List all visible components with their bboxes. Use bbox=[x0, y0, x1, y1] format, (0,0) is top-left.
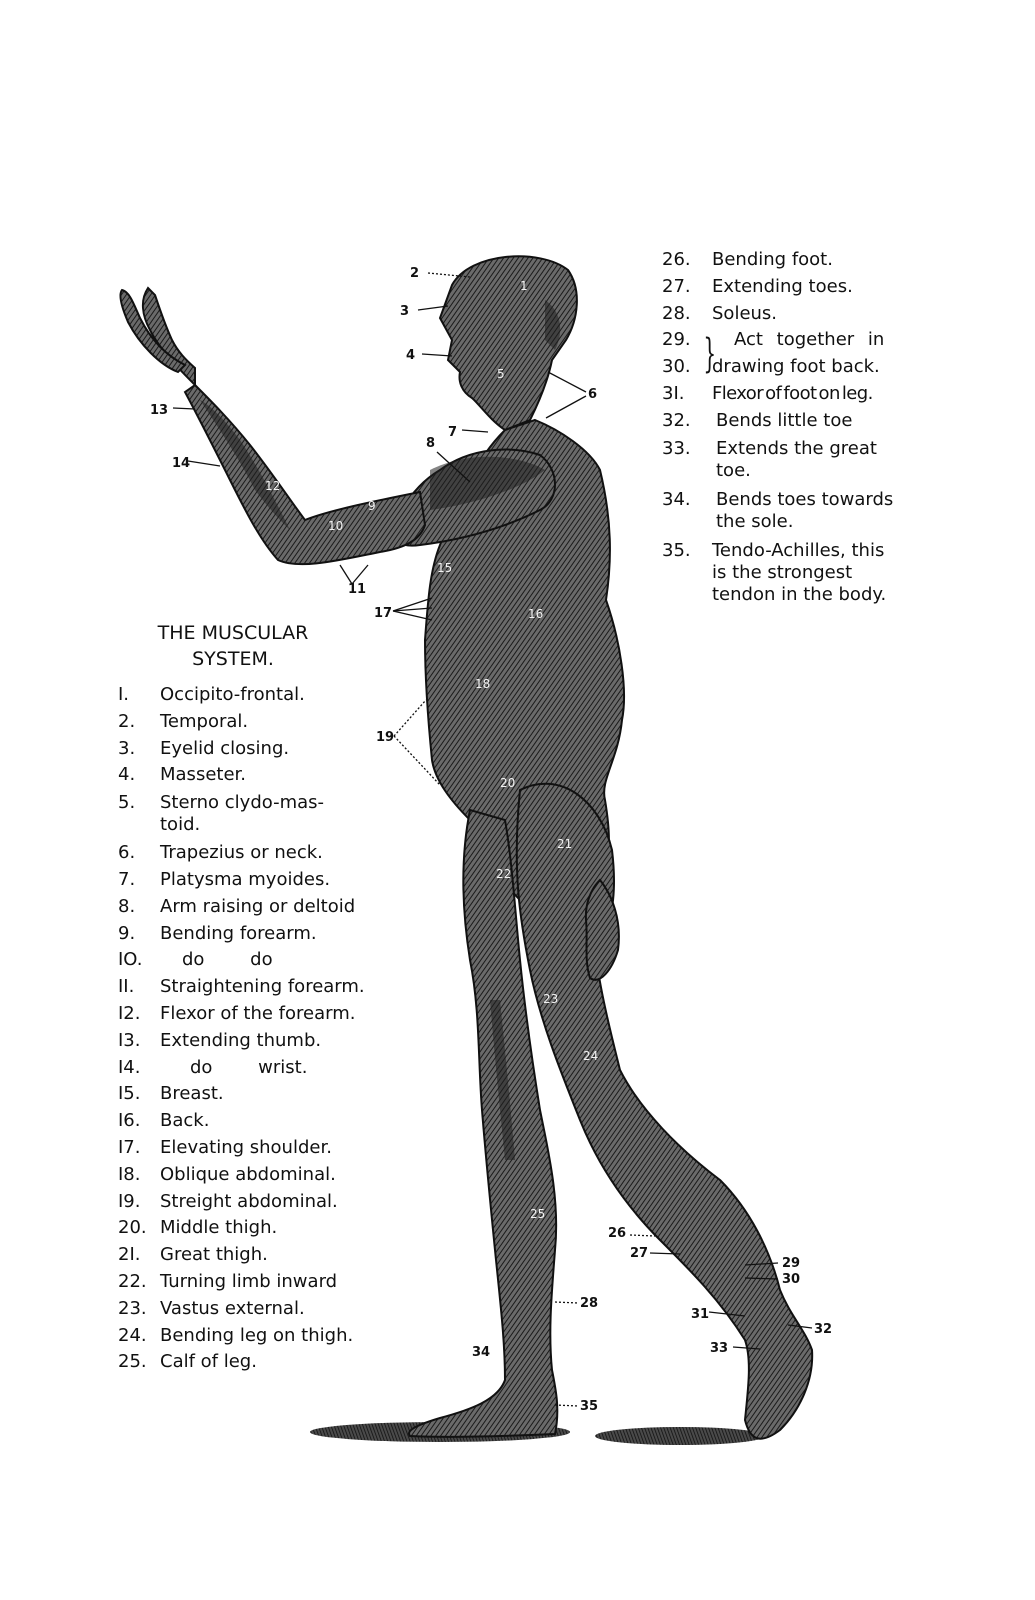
legend-item bbox=[118, 840, 388, 867]
legend-number: 2. bbox=[118, 710, 136, 732]
legend-item bbox=[118, 867, 388, 894]
callout-label: 14 bbox=[172, 456, 191, 471]
legend-number: 20. bbox=[118, 1217, 147, 1239]
legend-number: 32. bbox=[662, 409, 691, 431]
legend-item bbox=[118, 894, 388, 921]
legend-item bbox=[118, 1001, 388, 1028]
legend-list-right bbox=[662, 247, 898, 610]
legend-text: Flexor of foot on leg. bbox=[712, 382, 873, 404]
legend-number: 4. bbox=[118, 764, 136, 786]
legend-list-left bbox=[118, 682, 388, 1376]
legend-text: Bending foot. bbox=[712, 249, 833, 270]
legend-number: 7. bbox=[118, 868, 136, 890]
legend-number: 30. bbox=[662, 356, 691, 378]
legend-item bbox=[118, 762, 388, 789]
legend-item bbox=[118, 682, 388, 709]
legend-text: Streight abdominal. bbox=[160, 1190, 338, 1212]
legend-text: Masseter. bbox=[160, 764, 246, 786]
legend-item bbox=[662, 327, 898, 354]
legend-number: I5. bbox=[118, 1083, 141, 1105]
legend-text: Soleus. bbox=[712, 302, 778, 324]
legend-number: I. bbox=[118, 684, 130, 705]
legend-number: 24. bbox=[118, 1324, 147, 1346]
legend-number: 23. bbox=[118, 1297, 147, 1319]
legend-item bbox=[118, 789, 388, 840]
legend-number: I8. bbox=[118, 1163, 141, 1185]
legend-text: Calf of leg. bbox=[160, 1351, 257, 1373]
legend-item bbox=[118, 1215, 388, 1242]
callout-label: 19 bbox=[376, 730, 395, 745]
legend-item bbox=[662, 381, 898, 408]
callout-label: 3 bbox=[400, 304, 410, 319]
callout-label: 26 bbox=[608, 1226, 627, 1241]
legend-text: Turning limb inward bbox=[160, 1270, 338, 1292]
legend-number: 3I. bbox=[662, 382, 685, 404]
legend-number: 3. bbox=[118, 737, 136, 759]
legend-text: Back. bbox=[160, 1110, 210, 1132]
brace-29-30: } bbox=[703, 331, 717, 377]
legend-text: Bends little toe bbox=[716, 409, 853, 431]
legend-text: Sterno clydo-mas-toid. bbox=[160, 792, 325, 836]
callout-label: 29 bbox=[782, 1256, 801, 1271]
legend-item bbox=[118, 1162, 388, 1189]
legend-text: drawing foot back. bbox=[712, 356, 880, 378]
callout-label: 18 bbox=[475, 677, 491, 691]
legend-item bbox=[662, 274, 898, 301]
callout-label: 9 bbox=[368, 499, 376, 513]
callout-label: 22 bbox=[496, 867, 512, 881]
legend-number: 25. bbox=[118, 1351, 147, 1373]
legend-item bbox=[662, 486, 898, 537]
legend-text: Platysma myoides. bbox=[160, 868, 331, 890]
callout-label: 34 bbox=[472, 1345, 491, 1360]
legend-item bbox=[118, 1242, 388, 1269]
callout-label: 15 bbox=[437, 561, 453, 575]
legend-item bbox=[662, 247, 898, 274]
legend-text: Bending forearm. bbox=[160, 922, 317, 944]
legend-text: Great thigh. bbox=[160, 1244, 268, 1266]
callout-label: 7 bbox=[448, 425, 458, 440]
callout-label: 25 bbox=[530, 1207, 546, 1221]
legend-number: 29. bbox=[662, 329, 691, 351]
legend-number: I9. bbox=[118, 1190, 141, 1212]
callout-label: 35 bbox=[580, 1399, 599, 1414]
callout-label: 27 bbox=[630, 1246, 649, 1261]
callout-label: 30 bbox=[782, 1272, 801, 1287]
legend-number: 35. bbox=[662, 539, 691, 561]
legend-text: Bends toes towards the sole. bbox=[716, 488, 894, 532]
callout-label: 20 bbox=[500, 776, 516, 790]
callout-label: 8 bbox=[426, 436, 436, 451]
legend-number: 26. bbox=[662, 249, 691, 270]
legend-text: Oblique abdominal. bbox=[160, 1163, 336, 1185]
legend-number: I6. bbox=[118, 1110, 141, 1132]
legend-number: I3. bbox=[118, 1029, 141, 1051]
legend-item bbox=[118, 921, 388, 948]
legend-number: 2I. bbox=[118, 1244, 141, 1266]
legend-item bbox=[118, 1108, 388, 1135]
legend-text: Straightening forearm. bbox=[160, 976, 365, 998]
legend-item bbox=[118, 736, 388, 763]
legend-number: I4. bbox=[118, 1056, 141, 1078]
legend-number: 33. bbox=[662, 437, 691, 459]
legend-number: II. bbox=[118, 976, 135, 998]
callout-label: 1 bbox=[520, 279, 528, 293]
callout-label: 28 bbox=[580, 1296, 599, 1311]
callout-label: 13 bbox=[150, 403, 169, 418]
legend-text: Extends the great toe. bbox=[716, 437, 877, 481]
legend-number: I7. bbox=[118, 1136, 141, 1158]
legend-item bbox=[662, 537, 898, 610]
legend-item bbox=[118, 1296, 388, 1323]
legend-item bbox=[118, 1189, 388, 1216]
legend-item bbox=[662, 354, 898, 381]
callout-label: 33 bbox=[710, 1341, 729, 1356]
legend-text: Flexor of the forearm. bbox=[160, 1002, 356, 1024]
legend-item bbox=[118, 1269, 388, 1296]
legend-text: Arm raising or deltoid bbox=[160, 895, 356, 917]
legend-text: Act together in bbox=[734, 329, 885, 351]
legend-number: 22. bbox=[118, 1270, 147, 1292]
callout-label: 4 bbox=[406, 348, 416, 363]
legend-number: 6. bbox=[118, 842, 136, 864]
legend-item bbox=[118, 1028, 388, 1055]
legend-text: Extending thumb. bbox=[160, 1029, 322, 1051]
legend-item bbox=[662, 408, 898, 435]
legend-number: 8. bbox=[118, 895, 136, 917]
callout-label: 2 bbox=[410, 266, 420, 281]
callout-label: 23 bbox=[543, 992, 559, 1006]
legend-text: Temporal. bbox=[160, 710, 249, 732]
legend-number: 9. bbox=[118, 922, 136, 944]
legend-item bbox=[662, 435, 898, 486]
legend-text: do do bbox=[182, 949, 273, 971]
legend-text: Breast. bbox=[160, 1083, 224, 1105]
legend-item bbox=[118, 947, 388, 974]
legend-text: Eyelid closing. bbox=[160, 737, 290, 759]
legend-item bbox=[118, 974, 388, 1001]
legend-text: Bending leg on thigh. bbox=[160, 1324, 354, 1346]
legend-text: Tendo-Achilles, this is the strongest tendon in the body. bbox=[712, 539, 887, 605]
legend-text: Extending toes. bbox=[712, 275, 853, 297]
legend-number: 5. bbox=[118, 792, 136, 814]
callout-label: 11 bbox=[348, 582, 367, 597]
callout-label: 21 bbox=[557, 837, 573, 851]
callout-label: 24 bbox=[583, 1049, 599, 1063]
legend-title: THE MUSCULAR SYSTEM. bbox=[157, 622, 309, 670]
legend-item bbox=[662, 301, 898, 328]
legend-number: IO. bbox=[118, 949, 143, 971]
callout-label: 17 bbox=[374, 606, 393, 621]
legend-text: Elevating shoulder. bbox=[160, 1136, 332, 1158]
legend-number: 27. bbox=[662, 275, 691, 297]
callout-label: 32 bbox=[814, 1322, 833, 1337]
legend-number: I2. bbox=[118, 1002, 141, 1024]
legend-number: 34. bbox=[662, 488, 691, 510]
legend-text: Occipito-frontal. bbox=[160, 684, 305, 705]
legend-text: Middle thigh. bbox=[160, 1217, 278, 1239]
legend-item bbox=[118, 1055, 388, 1082]
callout-label: 6 bbox=[588, 387, 598, 402]
legend-item bbox=[118, 709, 388, 736]
callout-label: 31 bbox=[691, 1307, 710, 1322]
callout-label: 10 bbox=[328, 519, 344, 533]
legend-text: Trapezius or neck. bbox=[160, 842, 323, 864]
legend-text: Vastus external. bbox=[160, 1297, 305, 1319]
legend-item bbox=[118, 1323, 388, 1350]
callout-label: 5 bbox=[497, 367, 505, 381]
legend-item bbox=[118, 1081, 388, 1108]
legend-item bbox=[118, 1135, 388, 1162]
legend-text: do wrist. bbox=[190, 1056, 308, 1078]
callout-label: 12 bbox=[265, 479, 281, 493]
callout-label: 16 bbox=[528, 607, 544, 621]
legend-item bbox=[118, 1349, 388, 1376]
legend-number: 28. bbox=[662, 302, 691, 324]
